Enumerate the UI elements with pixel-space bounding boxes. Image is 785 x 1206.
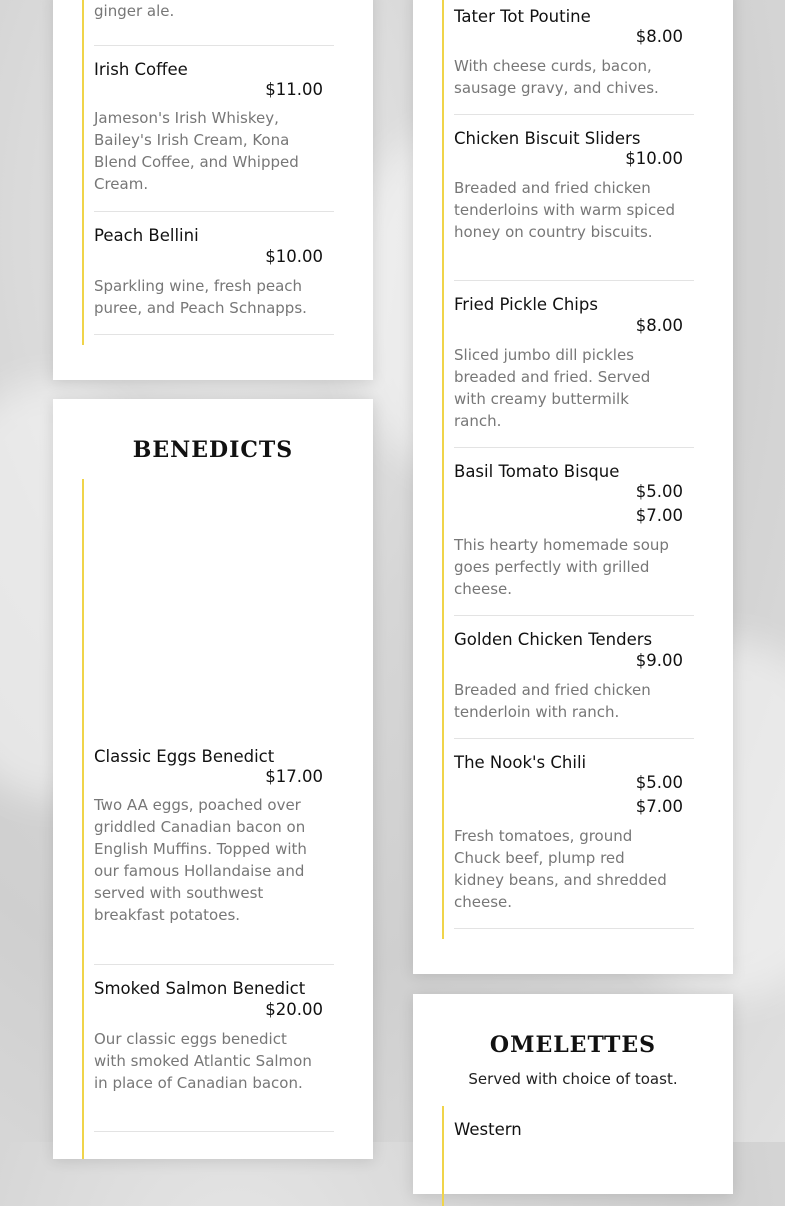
item-description: Breaded and fried chicken tenderloin with ranch.: [454, 681, 651, 721]
accent-rail: [82, 0, 84, 345]
item-divider: [454, 738, 694, 739]
item-name: Tater Tot Poutine: [454, 7, 591, 26]
item-price: $8.00: [635, 316, 683, 335]
accent-rail: [442, 0, 444, 939]
item-description: Our classic eggs benedict with smoked Atlantic Salmon in place of Canadian bacon.: [94, 1030, 312, 1092]
item-price: $11.00: [265, 80, 323, 99]
item-price-large: $7.00: [635, 506, 683, 525]
item-name: Classic Eggs Benedict: [94, 747, 275, 766]
item-divider: [94, 334, 334, 335]
item-price: $5.00: [635, 482, 683, 501]
item-description: Breaded and fried chicken tenderloins with warm spiced honey on country biscuits.: [454, 179, 675, 241]
accent-rail: [442, 1106, 444, 1206]
item-name: Smoked Salmon Benedict: [94, 979, 306, 998]
omelettes-card: [413, 994, 733, 1194]
item-description: Two AA eggs, poached over griddled Canadian bacon on English Muffins. Topped with our famous Hollandaise and served with southwest breakfast potatoes.: [94, 796, 307, 924]
item-divider: [94, 45, 334, 46]
item-name: Western: [454, 1120, 522, 1139]
item-divider: [454, 447, 694, 448]
section-title: OMELETTES: [489, 1032, 657, 1058]
item-price: $9.00: [635, 651, 683, 670]
item-description: This hearty homemade soup goes perfectly with grilled cheese.: [454, 536, 669, 598]
starters-card: [413, 0, 733, 974]
item-description: With cheese curds, bacon, sausage gravy, and chives.: [454, 57, 659, 97]
item-description: Sliced jumbo dill pickles breaded and fried. Served with creamy buttermilk ranch.: [454, 346, 651, 430]
item-name: Peach Bellini: [94, 226, 199, 245]
item-divider: [454, 114, 694, 115]
item-description: Fresh tomatoes, ground Chuck beef, plump red kidney beans, and shredded cheese.: [454, 827, 667, 911]
section-title: BENEDICTS: [132, 437, 294, 463]
item-price: $8.00: [635, 27, 683, 46]
item-price: $5.00: [635, 773, 683, 792]
item-name: The Nook's Chili: [454, 753, 587, 772]
item-description: Jameson's Irish Whiskey, Bailey's Irish Cream, Kona Blend Coffee, and Whipped Cream.: [94, 109, 299, 193]
item-price: $10.00: [625, 149, 683, 168]
benedicts-card: [53, 399, 373, 1159]
item-price: $10.00: [265, 247, 323, 266]
item-name: Basil Tomato Bisque: [454, 462, 620, 481]
item-divider: [94, 1131, 334, 1132]
item-name: Chicken Biscuit Sliders: [454, 129, 641, 148]
item-divider: [454, 615, 694, 616]
item-name: Fried Pickle Chips: [454, 295, 598, 314]
section-subtitle: Served with choice of toast.: [468, 1070, 678, 1088]
item-divider: [94, 964, 334, 965]
item-price-large: $7.00: [635, 797, 683, 816]
item-price: $20.00: [265, 1000, 323, 1019]
accent-rail: [82, 479, 84, 1159]
item-name: Golden Chicken Tenders: [454, 630, 653, 649]
item-divider: [94, 211, 334, 212]
item-price: $17.00: [265, 767, 323, 786]
item-divider: [454, 280, 694, 281]
item-description: Sparkling wine, fresh peach puree, and Peach Schnapps.: [94, 277, 307, 317]
item-description: ginger ale.: [94, 2, 175, 20]
item-divider: [454, 928, 694, 929]
drinks-card: [53, 0, 373, 380]
item-name: Irish Coffee: [94, 60, 188, 79]
